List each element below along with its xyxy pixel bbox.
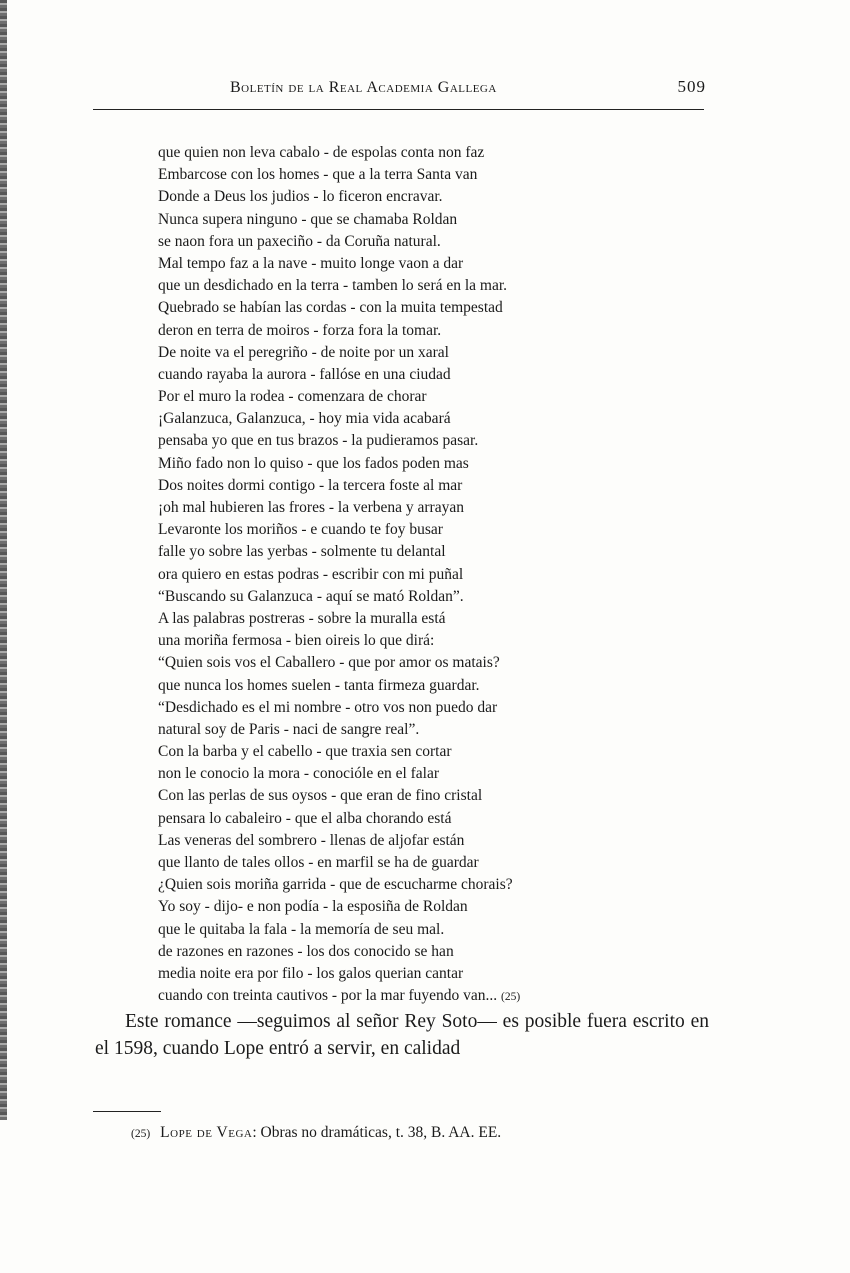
- poem-line: Embarcose con los homes - que a la terra Santa van: [158, 166, 478, 184]
- page-number: 509: [677, 77, 706, 96]
- poem-line: Por el muro la rodea - comenzara de chorar: [158, 388, 427, 406]
- poem-line: que quien non leva cabalo - de espolas conta non faz: [158, 144, 485, 161]
- poem-line: que llanto de tales ollos - en marfil se ha de guardar: [158, 854, 479, 871]
- poem-line: Dos noites dormi contigo - la tercera foste al mar: [158, 476, 463, 494]
- poem-line: Miño fado non lo quiso - que los fados poden mas: [158, 454, 469, 472]
- poem-line: A las palabras postreras - sobre la muralla está: [158, 609, 446, 627]
- poem-line: natural soy de Paris - naci de sangre real”.: [158, 720, 420, 738]
- poem-line: Mal tempo faz a la nave - muito longe vaon a dar: [158, 254, 464, 272]
- poem-line: Con la barba y el cabello - que traxia sen cortar: [158, 743, 452, 761]
- footnote-reference: (25): [501, 991, 521, 1004]
- poem-line: cuando con treinta cautivos - por la mar fuyendo van... (25): [158, 987, 521, 1005]
- poem-line: ¡Galanzuca, Galanzuca, - hoy mia vida acabará: [158, 410, 451, 428]
- poem-line: una moriña fermosa - bien oireis lo que dirá:: [158, 632, 435, 650]
- poem-line: se naon fora un paxeciño - da Coruña natural.: [158, 232, 441, 250]
- poem-line: falle yo sobre las yerbas - solmente tu delantal: [158, 543, 446, 561]
- running-header: [230, 79, 706, 97]
- poem-line: Nunca supera ninguno - que se chamaba Roldan: [158, 210, 458, 228]
- poem-line: Levaronte los moriños - e cuando te foy busar: [158, 521, 443, 539]
- poem-line: “Buscando su Galanzuca - aquí se mató Roldan”.: [158, 587, 464, 605]
- poem-line: Donde a Deus los judios - lo ficeron encravar.: [158, 188, 443, 206]
- poem-line: Con las perlas de sus oysos - que eran de fino cristal: [158, 787, 483, 805]
- poem-line: De noite va el peregriño - de noite por un xaral: [158, 343, 449, 361]
- binding-edge: [0, 0, 7, 1120]
- poem-line: que le quitaba la fala - la memoría de seu mal.: [158, 920, 445, 938]
- poem-block: [158, 142, 718, 1007]
- poem-line: pensaba yo que en tus brazos - la pudieramos pasar.: [158, 432, 479, 450]
- poem-line: media noite era por filo - los galos querian cantar: [158, 964, 464, 982]
- poem-line: ¿Quien sois moriña garrida - que de escucharme chorais?: [158, 876, 513, 894]
- poem-line: cuando rayaba la aurora - fallóse en una ciudad: [158, 365, 451, 383]
- journal-title: Boletín de la Real Academia Gallega: [230, 79, 497, 96]
- footnote: [131, 1124, 711, 1142]
- poem-line: non le conocio la mora - conocióle en el falar: [158, 765, 440, 783]
- poem-line: Yo soy - dijo- e non podía - la esposiña de Roldan: [158, 898, 468, 916]
- poem-line: “Desdichado es el mi nombre - otro vos non puedo dar: [158, 698, 498, 716]
- body-text: [95, 1008, 709, 1062]
- poem-line: deron en terra de moiros - forza fora la tomar.: [158, 321, 442, 339]
- poem-line: Las veneras del sombrero - llenas de aljofar están: [158, 831, 465, 849]
- poem-line: ora quiero en estas podras - escribir con mi puñal: [158, 565, 464, 583]
- footnote-text: : Obras no dramáticas, t. 38, B. AA. EE.: [252, 1124, 502, 1141]
- poem-line: Quebrado se habían las cordas - con la muita tempestad: [158, 299, 503, 317]
- footnote-rule: [93, 1111, 161, 1112]
- poem-line: que un desdichado en la terra - tamben lo será en la mar.: [158, 277, 508, 295]
- poem-line: de razones en razones - los dos conocido se han: [158, 942, 454, 960]
- poem-line: ¡oh mal hubieren las frores - la verbena y arrayan: [158, 499, 464, 516]
- poem-line: “Quien sois vos el Caballero - que por amor os matais?: [158, 654, 500, 672]
- paragraph: Este romance —seguimos al señor Rey Soto— es posible fuera escrito en el 1598, cuando Lope entró a servir, en calidad: [95, 1011, 709, 1059]
- poem-line: pensara lo cabaleiro - que el alba chorando está: [158, 809, 452, 827]
- header-rule: [93, 109, 704, 110]
- footnote-author: Lope de Vega: [160, 1124, 253, 1141]
- footnote-number: (25): [131, 1128, 151, 1140]
- poem-line: que nunca los homes suelen - tanta firmeza guardar.: [158, 676, 480, 694]
